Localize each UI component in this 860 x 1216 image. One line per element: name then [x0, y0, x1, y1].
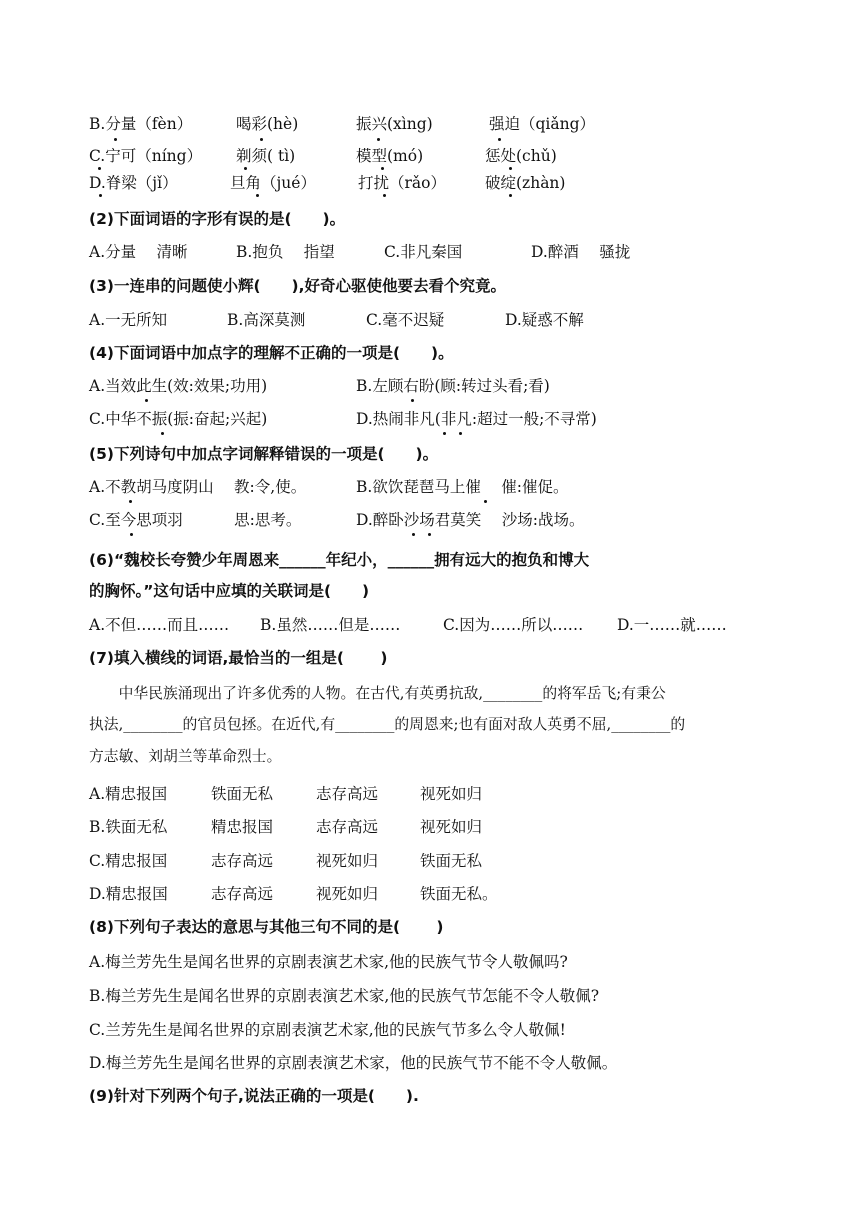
q7-passage-line2: 执法,________的官员包拯。在近代,有________的周恩来;也有面对敌人英勇不屈,________的: [89, 716, 686, 733]
emphasis-dot: [443, 432, 446, 435]
emphasis-dot: [509, 194, 512, 197]
emphasis-dot: [260, 138, 263, 141]
q3-option-a: A.一无所知: [89, 311, 168, 329]
q7-d-2: 志存高远: [211, 885, 274, 903]
emphasis-dot: [377, 138, 380, 141]
q6-stem-line1: (6)“魏校长夸赞少年周恩来______年纪小，______拥有远大的抱负和博大: [89, 551, 590, 569]
emphasis-dot: [412, 533, 415, 536]
q6-option-c: C.因为……所以……: [443, 616, 584, 634]
q1-d-3: 打扰（rǎo）: [358, 174, 446, 192]
q5-option-c: C.至今思项羽 思:思考。: [89, 511, 302, 529]
q1-b-2: 喝彩(hè): [236, 115, 299, 133]
q3-option-b: B.高深莫测: [227, 311, 306, 329]
q3-stem: (3)一连串的问题使小辉( ),好奇心驱使他要去看个究竟。: [89, 277, 507, 295]
q7-d-1: D.精忠报国: [89, 885, 168, 903]
q2-option-a: A.分量 清晰: [89, 243, 188, 261]
q2-stem: (2)下面词语的字形有误的是( )。: [89, 210, 346, 228]
q4-stem: (4)下面词语中加点字的理解不正确的一项是( )。: [89, 344, 454, 362]
q7-a-2: 铁面无私: [211, 785, 274, 803]
q7-c-2: 志存高远: [211, 852, 274, 870]
q1-b-3: 振兴(xìng): [356, 115, 433, 133]
q7-c-1: C.精忠报国: [89, 852, 168, 870]
q7-b-2: 精忠报国: [211, 818, 274, 836]
q7-c-4: 铁面无私: [420, 852, 483, 870]
emphasis-dot: [484, 500, 487, 503]
emphasis-dot: [383, 194, 386, 197]
q7-c-3: 视死如归: [316, 852, 379, 870]
q5-stem: (5)下列诗句中加点字词解释错误的一项是( )。: [89, 445, 439, 463]
q4-option-b: B.左顾右盼(顾:转过头看;看): [356, 377, 550, 395]
q8-option-c: C.兰芳先生是闻名世界的京剧表演艺术家,他的民族气节多么令人敬佩!: [89, 1021, 566, 1039]
emphasis-dot: [256, 194, 259, 197]
emphasis-dot: [99, 194, 102, 197]
q5-option-b: B.欲饮琵琶马上催 催:催促。: [356, 478, 569, 496]
q7-a-1: A.精忠报国: [89, 785, 168, 803]
q7-b-4: 视死如归: [420, 818, 483, 836]
emphasis-dot: [244, 167, 247, 170]
q1-c-2: 剃须( tì): [236, 147, 296, 165]
q3-option-d: D.疑惑不解: [505, 311, 584, 329]
q5-option-a: A.不教胡马度阴山 教:令,使。: [89, 478, 307, 496]
emphasis-dot: [98, 167, 101, 170]
q4-option-d: D.热闹非凡(非凡:超过一般;不寻常): [356, 410, 597, 428]
q7-stem: (7)填入横线的词语,最恰当的一组是( ): [89, 649, 388, 667]
q6-stem-line2: 的胸怀。”这句话中应填的关联词是( ): [89, 582, 370, 600]
emphasis-dot: [130, 533, 133, 536]
emphasis-dot: [428, 533, 431, 536]
q1-c-4: 惩处(chǔ): [485, 147, 557, 165]
emphasis-dot: [381, 167, 384, 170]
emphasis-dot: [459, 432, 462, 435]
q6-option-d: D.一……就……: [617, 616, 727, 634]
q8-option-d: D.梅兰芳先生是闻名世界的京剧表演艺术家，他的民族气节不能不令人敬佩。: [89, 1054, 618, 1072]
q7-d-3: 视死如归: [316, 885, 379, 903]
q7-a-3: 志存高远: [316, 785, 379, 803]
q2-option-d: D.醉酒 骚拢: [531, 243, 631, 261]
q1-d-2: 旦角（jué）: [230, 174, 316, 192]
emphasis-dot: [509, 167, 512, 170]
q2-option-c: C.非凡秦国: [384, 243, 463, 261]
q7-passage-line1: 中华民族涌现出了许多优秀的人物。在古代,有英勇抗敌,________的将军岳飞;有秉公: [89, 685, 666, 702]
q1-d-4: 破绽(zhàn): [485, 174, 566, 192]
emphasis-dot: [114, 138, 117, 141]
q3-option-c: C.毫不迟疑: [366, 311, 445, 329]
q7-d-4: 铁面无私。: [420, 885, 498, 903]
q8-stem: (8)下列句子表达的意思与其他三句不同的是( ): [89, 918, 444, 936]
q5-option-d: D.醉卧沙场君莫笑 沙场:战场。: [356, 511, 585, 529]
q1-b-1: B.分量（fèn）: [89, 115, 193, 133]
q6-option-a: A.不但……而且……: [89, 616, 230, 634]
q2-option-b: B.抱负 指望: [236, 243, 335, 261]
emphasis-dot: [161, 432, 164, 435]
q8-option-b: B.梅兰芳先生是闻名世界的京剧表演艺术家,他的民族气节怎能不令人敬佩?: [89, 987, 600, 1005]
q9-stem: (9)针对下列两个句子,说法正确的一项是( ).: [89, 1087, 419, 1105]
q1-c-1: C.宁可（níng）: [89, 147, 203, 165]
emphasis-dot: [145, 399, 148, 402]
q1-c-3: 模型(mó): [356, 147, 424, 165]
q1-b-4: 强迫（qiǎng）: [489, 115, 596, 133]
q8-option-a: A.梅兰芳先生是闻名世界的京剧表演艺术家,他的民族气节令人敬佩吗?: [89, 953, 568, 971]
q4-option-a: A.当效此生(效:效果;功用): [89, 377, 268, 395]
q7-b-1: B.铁面无私: [89, 818, 168, 836]
emphasis-dot: [411, 399, 414, 402]
emphasis-dot: [129, 500, 132, 503]
q4-option-c: C.中华不振(振:奋起;兴起): [89, 410, 268, 428]
q6-option-b: B.虽然……但是……: [260, 616, 401, 634]
emphasis-dot: [498, 138, 501, 141]
q7-a-4: 视死如归: [420, 785, 483, 803]
q1-d-1: D.脊梁（jǐ）: [89, 174, 178, 192]
q7-passage-line3: 方志敏、刘胡兰等革命烈士。: [89, 748, 282, 765]
q7-b-3: 志存高远: [316, 818, 379, 836]
